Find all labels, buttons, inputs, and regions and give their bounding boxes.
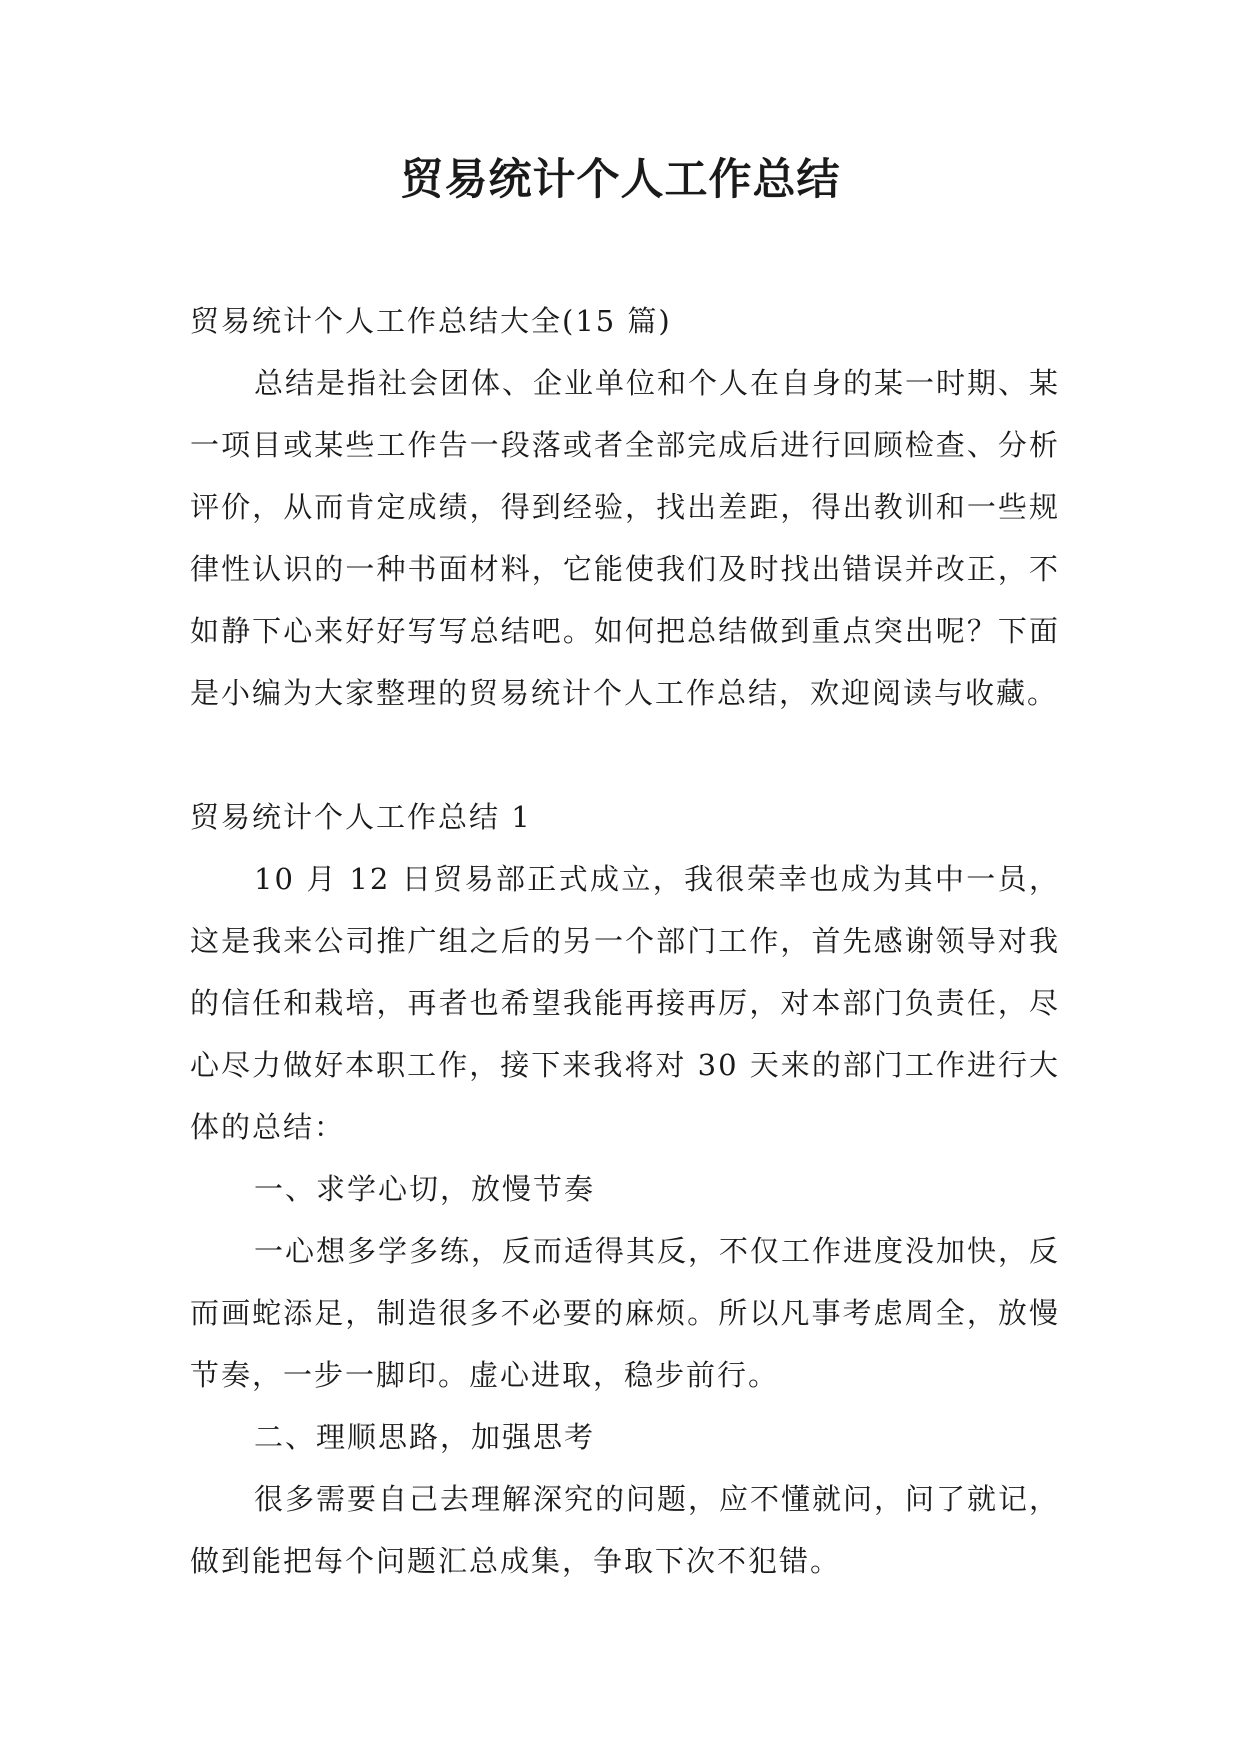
point-heading-2: 二、理顺思路，加强思考 [254, 1420, 596, 1454]
point-text-2: 很多需要自己去理解深究的问题，应不懂就问，问了就记，做到能把每个问题汇总成集，争取下次不犯错。 [190, 1482, 1061, 1578]
document-body [190, 290, 1060, 1592]
document-subtitle: 贸易统计个人工作总结大全(15 篇) [190, 304, 672, 338]
point-text-1: 一心想多学多练，反而适得其反，不仅工作进度没加快，反而画蛇添足，制造很多不必要的麻烦。所以凡事考虑周全，放慢节奏，一步一脚印。虚心进取，稳步前行。 [190, 1234, 1061, 1392]
point-heading-1: 一、求学心切，放慢节奏 [254, 1172, 596, 1206]
section-paragraph: 10 月 12 日贸易部正式成立，我很荣幸也成为其中一员，这是我来公司推广组之后的另一个部门工作，首先感谢领导对我的信任和栽培，再者也希望我能再接再厉，对本部门负责任，尽心尽力做好本职工作，接下来我将对 30 天来的部门工作进行大体的总结： [190, 862, 1060, 1144]
paragraph-spacer [190, 724, 1060, 786]
section-heading: 贸易统计个人工作总结 1 [190, 800, 532, 834]
intro-paragraph: 总结是指社会团体、企业单位和个人在自身的某一时期、某一项目或某些工作告一段落或者全部完成后进行回顾检查、分析评价，从而肯定成绩，得到经验，找出差距，得出教训和一些规律性认识的一种书面材料，它能使我们及时找出错误并改正，不如静下心来好好写写总结吧。如何把总结做到重点突出呢？下面是小编为大家整理的贸易统计个人工作总结，欢迎阅读与收藏。 [190, 366, 1061, 710]
document-title: 贸易统计个人工作总结 [400, 155, 841, 205]
